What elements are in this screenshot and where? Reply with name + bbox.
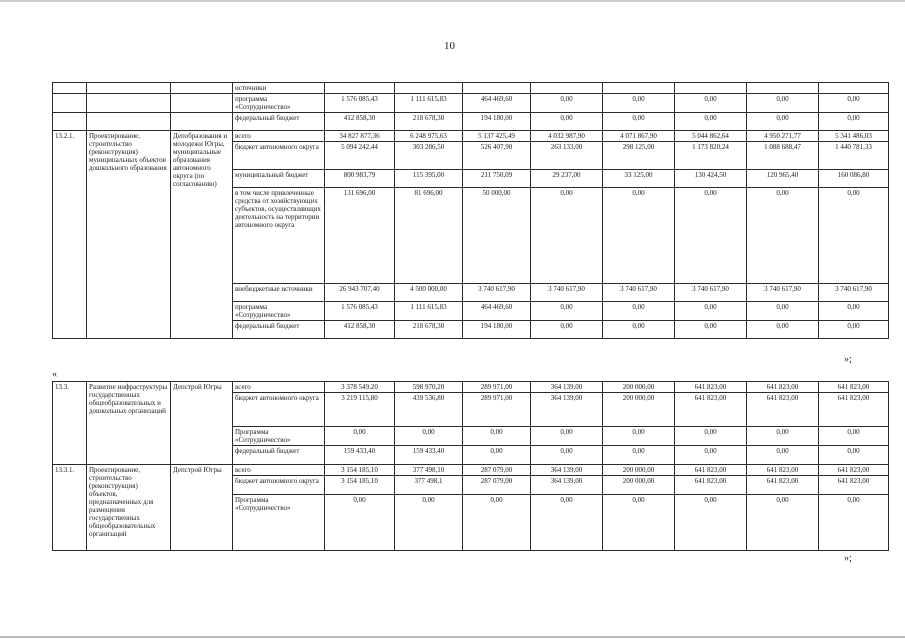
source-cell: бюджет автономного округа [233, 142, 325, 170]
value-cell: 3 740 617,90 [603, 284, 675, 302]
value-cell: 115 395,00 [395, 170, 463, 188]
value-cell: 0,00 [463, 427, 531, 446]
value-cell: 0,00 [675, 427, 747, 446]
value-cell: 0,00 [819, 94, 889, 113]
executor-cell [171, 94, 233, 113]
value-cell: 412 858,30 [325, 321, 395, 339]
value-cell: 29 237,00 [531, 170, 603, 188]
value-cell: 377 498,10 [395, 465, 463, 476]
value-cell: 0,00 [747, 113, 819, 131]
value-cell: 200 000,00 [603, 382, 675, 393]
table-row [53, 382, 889, 393]
table-row [53, 131, 889, 142]
value-cell: 0,00 [747, 495, 819, 551]
value-cell: 0,00 [325, 427, 395, 446]
value-cell: 0,00 [675, 94, 747, 113]
value-cell: 641 823,00 [819, 476, 889, 495]
item-name-cell [87, 94, 171, 113]
source-cell: всего [233, 382, 325, 393]
value-cell: 0,00 [531, 427, 603, 446]
source-cell: Программа «Сотрудничество» [233, 495, 325, 551]
item-number-cell: 13.2.1. [53, 131, 87, 339]
value-cell: 1 440 781,33 [819, 142, 889, 170]
value-cell: 287 079,00 [463, 465, 531, 476]
value-cell: 641 823,00 [675, 382, 747, 393]
value-cell: 0,00 [603, 321, 675, 339]
value-cell: 0,00 [531, 302, 603, 321]
value-cell: 0,00 [531, 321, 603, 339]
value-cell: 364 139,00 [531, 393, 603, 427]
value-cell: 211 750,09 [463, 170, 531, 188]
value-cell: 641 823,00 [747, 382, 819, 393]
value-cell: 218 678,30 [395, 113, 463, 131]
value-cell: 6 248 975,63 [395, 131, 463, 142]
value-cell: 3 740 617,90 [531, 284, 603, 302]
value-cell: 130 424,50 [675, 170, 747, 188]
executor-cell: Депстрой Югры [171, 382, 233, 465]
value-cell: 364 139,00 [531, 465, 603, 476]
value-cell: 377 498,1 [395, 476, 463, 495]
value-cell: 3 219 115,80 [325, 393, 395, 427]
value-cell: 33 125,00 [603, 170, 675, 188]
item-name-cell: Развитие инфраструктуры государственных общеобразовательных и дошкольных организаций [87, 382, 171, 465]
table-row [53, 465, 889, 476]
item-number-cell [53, 113, 87, 131]
value-cell: 0,00 [819, 446, 889, 465]
value-cell: 0,00 [603, 113, 675, 131]
value-cell: 0,00 [675, 188, 747, 284]
scan-bottom-edge [0, 636, 905, 638]
budget-table-continued [52, 82, 889, 339]
executor-cell: Депстрой Югры [171, 465, 233, 551]
value-cell: 364 139,00 [531, 476, 603, 495]
value-cell: 641 823,00 [675, 465, 747, 476]
value-cell: 0,00 [747, 188, 819, 284]
value-cell: 0,00 [463, 495, 531, 551]
value-cell: 0,00 [395, 495, 463, 551]
value-cell [603, 83, 675, 94]
value-cell [819, 83, 889, 94]
budget-table-new-section [52, 381, 889, 551]
scan-top-edge [0, 0, 905, 2]
value-cell: 0,00 [603, 302, 675, 321]
value-cell: 0,00 [747, 446, 819, 465]
value-cell: 1 111 615,83 [395, 302, 463, 321]
value-cell: 0,00 [531, 446, 603, 465]
value-cell: 526 407,90 [463, 142, 531, 170]
value-cell: 464 469,60 [463, 94, 531, 113]
value-cell: 3 154 185,10 [325, 465, 395, 476]
value-cell: 218 678,30 [395, 321, 463, 339]
value-cell: 412 858,30 [325, 113, 395, 131]
value-cell: 4 950 271,77 [747, 131, 819, 142]
value-cell: 0,00 [819, 113, 889, 131]
value-cell: 464 469,60 [463, 302, 531, 321]
source-cell: федеральный бюджет [233, 446, 325, 465]
value-cell: 3 740 617,90 [463, 284, 531, 302]
value-cell: 160 086,80 [819, 170, 889, 188]
value-cell: 5 044 862,64 [675, 131, 747, 142]
value-cell: 289 971,00 [463, 393, 531, 427]
item-number-cell [53, 94, 87, 113]
value-cell: 0,00 [675, 302, 747, 321]
value-cell: 641 823,00 [747, 476, 819, 495]
opening-quote-mark: « [52, 369, 57, 380]
item-name-cell [87, 113, 171, 131]
value-cell: 0,00 [603, 446, 675, 465]
value-cell: 4 500 000,00 [395, 284, 463, 302]
value-cell: 0,00 [603, 495, 675, 551]
source-cell: программа «Сотрудничество» [233, 94, 325, 113]
value-cell: 1 576 085,43 [325, 94, 395, 113]
value-cell: 303 286,50 [395, 142, 463, 170]
source-cell: программа «Сотрудничество» [233, 302, 325, 321]
value-cell: 0,00 [819, 427, 889, 446]
item-number-cell: 13.3.1. [53, 465, 87, 551]
source-cell: источники [233, 83, 325, 94]
value-cell: 0,00 [819, 302, 889, 321]
value-cell: 5 341 486,03 [819, 131, 889, 142]
value-cell: 159 433,40 [395, 446, 463, 465]
item-name-cell: Проектирование, строительство (реконструкция) муниципальных объектов дошкольного образования [87, 131, 171, 339]
value-cell: 289 971,00 [463, 382, 531, 393]
value-cell: 641 823,00 [819, 465, 889, 476]
value-cell: 0,00 [675, 446, 747, 465]
value-cell: 364 139,00 [531, 382, 603, 393]
table-row [53, 94, 889, 113]
value-cell: 200 000,00 [603, 393, 675, 427]
value-cell: 0,00 [819, 321, 889, 339]
item-number-cell: 13.3. [53, 382, 87, 465]
value-cell: 1 576 085,43 [325, 302, 395, 321]
value-cell: 0,00 [747, 427, 819, 446]
value-cell: 5 137 425,49 [463, 131, 531, 142]
executor-cell [171, 83, 233, 94]
value-cell: 641 823,00 [819, 382, 889, 393]
value-cell: 26 943 707,40 [325, 284, 395, 302]
value-cell: 0,00 [531, 495, 603, 551]
value-cell: 4 032 987,90 [531, 131, 603, 142]
value-cell: 200 000,00 [603, 476, 675, 495]
source-cell: муниципальный бюджет [233, 170, 325, 188]
value-cell: 3 740 617,90 [675, 284, 747, 302]
item-name-cell [87, 83, 171, 94]
value-cell: 1 088 688,47 [747, 142, 819, 170]
value-cell: 5 094 242,44 [325, 142, 395, 170]
source-cell: всего [233, 465, 325, 476]
value-cell: 263 133,00 [531, 142, 603, 170]
source-cell: всего [233, 131, 325, 142]
value-cell: 1 173 820,24 [675, 142, 747, 170]
value-cell: 641 823,00 [819, 393, 889, 427]
value-cell: 0,00 [747, 321, 819, 339]
value-cell [747, 83, 819, 94]
value-cell: 159 433,40 [325, 446, 395, 465]
value-cell: 0,00 [531, 113, 603, 131]
value-cell: 0,00 [675, 321, 747, 339]
value-cell: 641 823,00 [747, 393, 819, 427]
value-cell: 34 827 877,36 [325, 131, 395, 142]
item-name-cell: Проектирование, строительство (реконструкция) объектов, предназначенных для размещения государственных общеобразовательных организаций [87, 465, 171, 551]
executor-cell [171, 113, 233, 131]
closing-quote-mark: »; [844, 354, 852, 365]
value-cell: 0,00 [531, 188, 603, 284]
value-cell [675, 83, 747, 94]
value-cell: 120 965,40 [747, 170, 819, 188]
value-cell: 641 823,00 [747, 465, 819, 476]
executor-cell: Депобразования и молодежи Югры, муниципальные образования автономного округа (по согласованию) [171, 131, 233, 339]
value-cell: 50 000,00 [463, 188, 531, 284]
value-cell [463, 83, 531, 94]
value-cell [395, 83, 463, 94]
value-cell: 0,00 [603, 188, 675, 284]
value-cell: 4 071 867,90 [603, 131, 675, 142]
value-cell: 3 378 549,20 [325, 382, 395, 393]
source-cell: федеральный бюджет [233, 113, 325, 131]
value-cell: 800 983,79 [325, 170, 395, 188]
source-cell: внебюджетные источники [233, 284, 325, 302]
value-cell: 0,00 [675, 495, 747, 551]
value-cell: 0,00 [747, 302, 819, 321]
value-cell: 641 823,00 [675, 476, 747, 495]
table2-body [53, 382, 889, 551]
value-cell: 200 000,00 [603, 465, 675, 476]
value-cell: 0,00 [325, 495, 395, 551]
source-cell: Программа «Сотрудничество» [233, 427, 325, 446]
source-cell: бюджет автономного округа [233, 476, 325, 495]
source-cell: в том числе привлеченные средства от хозяйствующих субъектов, осуществляющих деятельность на территории автономного округа [233, 188, 325, 284]
value-cell: 298 125,00 [603, 142, 675, 170]
value-cell: 287 079,00 [463, 476, 531, 495]
value-cell: 641 823,00 [675, 393, 747, 427]
closing-quote-mark-2: »; [844, 553, 852, 564]
value-cell: 3 740 617,90 [747, 284, 819, 302]
value-cell: 131 696,00 [325, 188, 395, 284]
table1-body [53, 83, 889, 339]
source-cell: федеральный бюджет [233, 321, 325, 339]
value-cell [531, 83, 603, 94]
value-cell: 1 111 615,83 [395, 94, 463, 113]
table-row [53, 83, 889, 94]
value-cell: 439 536,80 [395, 393, 463, 427]
value-cell: 3 154 185,10 [325, 476, 395, 495]
value-cell: 0,00 [819, 495, 889, 551]
value-cell: 3 740 617,90 [819, 284, 889, 302]
value-cell [325, 83, 395, 94]
value-cell: 0,00 [531, 94, 603, 113]
value-cell: 0,00 [675, 113, 747, 131]
item-number-cell [53, 83, 87, 94]
value-cell: 0,00 [747, 94, 819, 113]
value-cell: 0,00 [603, 94, 675, 113]
page-number: 10 [444, 40, 455, 52]
value-cell: 0,00 [603, 427, 675, 446]
value-cell: 0,00 [463, 446, 531, 465]
table-row [53, 113, 889, 131]
source-cell: бюджет автономного округа [233, 393, 325, 427]
value-cell: 194 180,00 [463, 113, 531, 131]
value-cell: 0,00 [395, 427, 463, 446]
value-cell: 81 696,00 [395, 188, 463, 284]
value-cell: 598 970,20 [395, 382, 463, 393]
value-cell: 0,00 [819, 188, 889, 284]
value-cell: 194 180,00 [463, 321, 531, 339]
